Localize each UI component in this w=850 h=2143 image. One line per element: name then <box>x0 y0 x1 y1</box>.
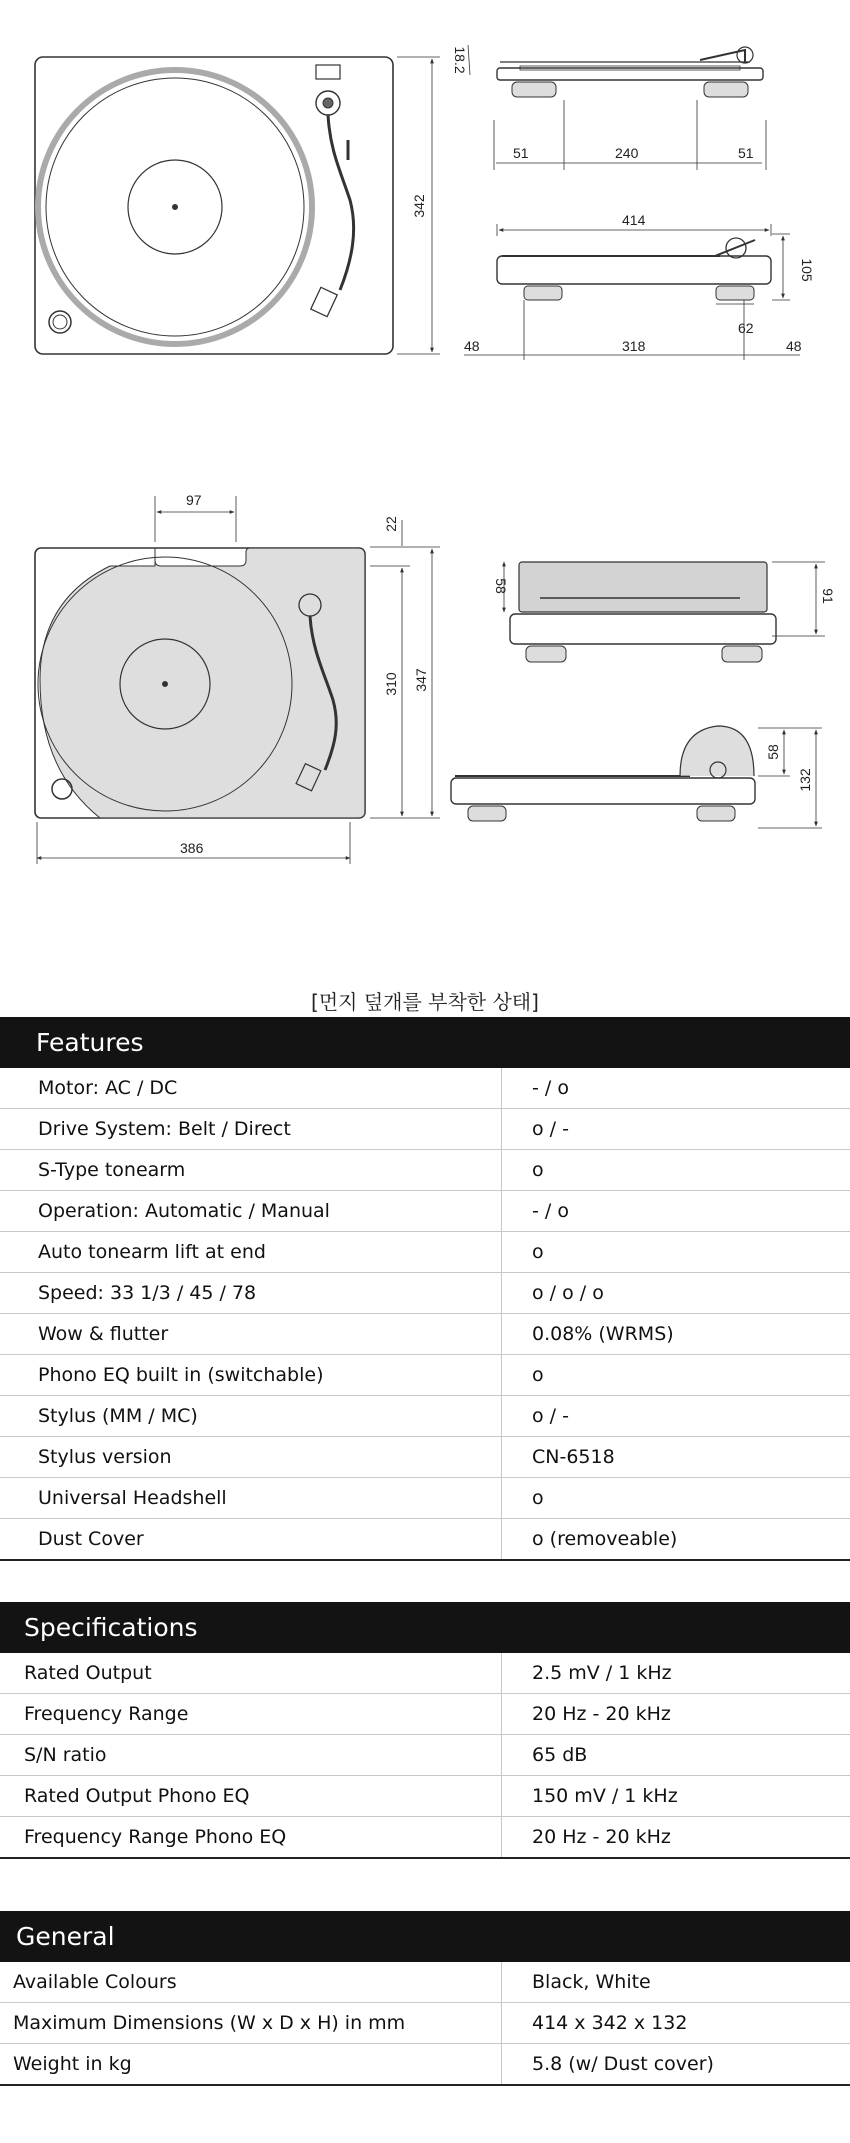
row-label: Stylus (MM / MC) <box>0 1396 502 1436</box>
table-row <box>0 1817 850 1859</box>
row-label: Frequency Range Phono EQ <box>0 1817 502 1857</box>
top-view-drawing <box>35 57 393 354</box>
dim-cover-top: 22 <box>383 516 399 532</box>
row-label: S/N ratio <box>0 1735 502 1775</box>
specifications-rows <box>0 1653 850 1859</box>
dim-side-left: 51 <box>513 145 529 161</box>
dim-front-left: 48 <box>464 338 480 354</box>
row-label: Motor: AC / DC <box>0 1068 502 1108</box>
row-label: Auto tonearm lift at end <box>0 1232 502 1272</box>
features-table <box>0 1017 850 1561</box>
row-label: Available Colours <box>0 1962 502 2002</box>
dim-front-height: 105 <box>799 258 815 282</box>
cover-top-view-drawing <box>35 548 365 818</box>
dim-front-right: 48 <box>786 338 802 354</box>
row-value: o <box>532 1487 544 1509</box>
row-value: 414 x 342 x 132 <box>532 2012 688 2034</box>
row-label: Maximum Dimensions (W x D x H) in mm <box>0 2003 502 2043</box>
row-label: Phono EQ built in (switchable) <box>0 1355 502 1395</box>
table-row <box>0 2003 850 2044</box>
row-label: Drive System: Belt / Direct <box>0 1109 502 1149</box>
open-cover-view-dimensions <box>758 728 822 828</box>
row-value: - / o <box>532 1200 569 1222</box>
row-value: o (removeable) <box>532 1528 678 1550</box>
top-view-dimensions <box>397 57 440 354</box>
row-label: Frequency Range <box>0 1694 502 1734</box>
dim-front-foot: 62 <box>738 320 754 336</box>
dim-open-cover-height: 132 <box>797 768 813 792</box>
dim-side-height: 18.2 <box>452 46 468 74</box>
row-value: o / o / o <box>532 1282 604 1304</box>
row-label: Speed: 33 1/3 / 45 / 78 <box>0 1273 502 1313</box>
dim-cover-offset: 97 <box>186 492 202 508</box>
row-value: 65 dB <box>532 1744 588 1766</box>
row-value: - / o <box>532 1077 569 1099</box>
row-value: 0.08% (WRMS) <box>532 1323 674 1345</box>
row-value: 20 Hz - 20 kHz <box>532 1703 671 1725</box>
row-label: Stylus version <box>0 1437 502 1477</box>
dim-cover-side-inner: 58 <box>493 578 509 594</box>
dim-open-cover-inner: 58 <box>765 744 781 760</box>
general-table <box>0 1911 850 2086</box>
dimension-diagrams <box>0 0 850 960</box>
table-row <box>0 1735 850 1776</box>
side-view-dimensions <box>452 45 766 170</box>
open-cover-view-drawing <box>451 726 755 821</box>
dim-side-middle: 240 <box>615 145 639 161</box>
row-label: Wow & flutter <box>0 1314 502 1354</box>
row-value: o / - <box>532 1118 569 1140</box>
row-label: Operation: Automatic / Manual <box>0 1191 502 1231</box>
row-value: 5.8 (w/ Dust cover) <box>532 2053 714 2075</box>
row-label: Rated Output <box>0 1653 502 1693</box>
table-row <box>0 1519 850 1561</box>
table-row <box>0 1355 850 1396</box>
table-row <box>0 1653 850 1694</box>
features-rows <box>0 1068 850 1561</box>
table-row <box>0 1962 850 2003</box>
row-value: 2.5 mV / 1 kHz <box>532 1662 672 1684</box>
row-label: Weight in kg <box>0 2044 502 2084</box>
dim-front-middle: 318 <box>622 338 646 354</box>
row-label: Universal Headshell <box>0 1478 502 1518</box>
table-row <box>0 1396 850 1437</box>
general-rows <box>0 1962 850 2086</box>
front-view-drawing <box>497 238 771 300</box>
specifications-header: Specifications <box>0 1602 850 1653</box>
dim-cover-side-height: 91 <box>820 588 836 604</box>
table-row <box>0 1109 850 1150</box>
row-value: o <box>532 1241 544 1263</box>
side-view-drawing <box>497 47 763 97</box>
row-value: o <box>532 1159 544 1181</box>
table-row <box>0 1191 850 1232</box>
dim-cover-depth: 310 <box>383 672 399 696</box>
table-row <box>0 1232 850 1273</box>
table-row <box>0 2044 850 2086</box>
front-view-dimensions <box>464 212 815 360</box>
table-row <box>0 1273 850 1314</box>
row-value: CN-6518 <box>532 1446 615 1468</box>
dim-cover-width: 386 <box>180 840 204 856</box>
table-row <box>0 1478 850 1519</box>
row-label: Rated Output Phono EQ <box>0 1776 502 1816</box>
row-value: 20 Hz - 20 kHz <box>532 1826 671 1848</box>
specifications-table <box>0 1602 850 1859</box>
table-row <box>0 1694 850 1735</box>
row-value: o <box>532 1364 544 1386</box>
table-row <box>0 1314 850 1355</box>
features-header: Features <box>0 1017 850 1068</box>
table-row <box>0 1068 850 1109</box>
table-row <box>0 1776 850 1817</box>
dust-cover-caption: [먼지 덮개를 부착한 상태] <box>311 990 539 1014</box>
dim-top-height: 342 <box>411 194 427 218</box>
dim-side-right: 51 <box>738 145 754 161</box>
row-value: o / - <box>532 1405 569 1427</box>
cover-side-view-drawing <box>510 562 776 662</box>
row-value: Black, White <box>532 1971 651 1993</box>
row-value: 150 mV / 1 kHz <box>532 1785 678 1807</box>
table-row <box>0 1437 850 1478</box>
dim-cover-total-depth: 347 <box>413 668 429 692</box>
row-label: Dust Cover <box>0 1519 502 1559</box>
dim-front-width: 414 <box>622 212 646 228</box>
row-label: S-Type tonearm <box>0 1150 502 1190</box>
general-header: General <box>0 1911 850 1962</box>
table-row <box>0 1150 850 1191</box>
